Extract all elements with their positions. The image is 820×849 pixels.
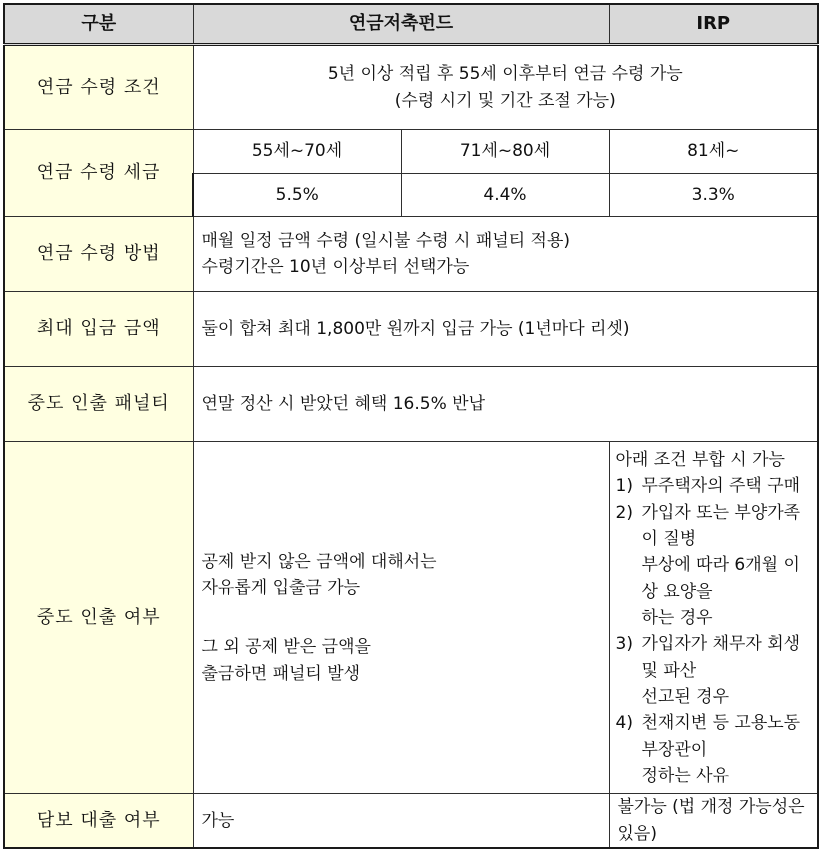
header-irp: IRP xyxy=(609,4,818,45)
row-max-deposit xyxy=(4,292,818,367)
pension-condition-line1: 5년 이상 적립 후 55세 이후부터 연금 수령 가능 xyxy=(327,64,683,85)
row-pension-method xyxy=(4,217,818,292)
row-withdraw-penalty xyxy=(4,367,818,442)
irp-conditions-list xyxy=(616,473,812,789)
list-item-number: 3) xyxy=(615,634,633,655)
cell-pension-condition xyxy=(193,45,818,130)
list-item-number: 4) xyxy=(615,713,633,734)
cell-withdraw-penalty: 연말 정산 시 받았던 혜택 16.5% 반납 xyxy=(193,367,818,442)
withdraw-fund-line3: 그 외 공제 받은 금액을 xyxy=(201,637,371,658)
list-item-text: 가입자 또는 부양가족이 질병 xyxy=(641,502,801,550)
label-pension-tax: 연금 수령 세금 xyxy=(4,130,193,217)
list-item-text: 선고된 경우 xyxy=(641,687,730,708)
tax-age-range-2: 71세~80세 xyxy=(401,130,609,174)
label-max-deposit: 최대 입금 금액 xyxy=(4,292,193,367)
header-row xyxy=(4,4,818,45)
list-item-text: 가입자가 채무자 회생 및 파산 xyxy=(641,634,801,681)
pension-condition-line2: (수령 시기 및 기간 조절 가능) xyxy=(394,90,616,111)
tax-rate-2: 4.4% xyxy=(401,174,609,217)
list-item-text: 천재지변 등 고용노동부장관이 xyxy=(641,713,801,760)
cell-max-deposit: 둘이 합쳐 최대 1,800만 원까지 입금 가능 (1년마다 리셋) xyxy=(193,292,818,367)
withdraw-fund-line2: 자유롭게 입출금 가능 xyxy=(201,577,361,598)
cell-collateral-fund: 가능 xyxy=(193,794,609,848)
row-pension-tax-ages xyxy=(4,130,818,174)
pension-method-line1: 매월 일정 금액 수령 (일시불 수령 시 패널티 적용) xyxy=(201,230,571,251)
withdraw-fund-line4: 출금하면 패널티 발생 xyxy=(201,663,361,684)
cell-withdraw-fund xyxy=(193,442,609,794)
label-withdraw-allowed: 중도 인출 여부 xyxy=(4,442,193,794)
row-withdraw-allowed xyxy=(4,442,818,794)
list-item-text: 부상에 따라 6개월 이상 요양을 xyxy=(641,555,800,602)
cell-withdraw-irp xyxy=(609,442,818,794)
pension-method-line2: 수령기간은 10년 이상부터 선택가능 xyxy=(201,257,470,277)
list-item-number: 2) xyxy=(615,502,633,523)
label-collateral-loan: 담보 대출 여부 xyxy=(4,794,193,848)
tax-rate-3: 3.3% xyxy=(609,174,818,217)
withdraw-fund-line1: 공제 받지 않은 금액에 대해서는 xyxy=(201,551,437,572)
list-item xyxy=(616,473,812,499)
list-item-text: 정하는 사유 xyxy=(641,766,730,787)
tax-rate-1: 5.5% xyxy=(193,174,401,217)
list-item xyxy=(616,631,812,710)
label-pension-method: 연금 수령 방법 xyxy=(4,217,193,292)
pension-comparison-table xyxy=(3,3,819,849)
tax-age-range-3: 81세~ xyxy=(609,130,818,174)
list-item-text: 하는 경우 xyxy=(641,608,713,629)
list-item xyxy=(616,710,812,789)
label-withdraw-penalty: 중도 인출 패널티 xyxy=(4,367,193,442)
list-item xyxy=(616,500,812,632)
label-pension-condition: 연금 수령 조건 xyxy=(4,45,193,130)
tax-age-range-1: 55세~70세 xyxy=(193,130,401,174)
header-category: 구분 xyxy=(4,4,193,45)
row-collateral-loan xyxy=(4,794,818,848)
list-item-text: 무주택자의 주택 구매 xyxy=(641,476,801,497)
cell-pension-method xyxy=(193,217,818,292)
row-pension-condition xyxy=(4,45,818,130)
cell-collateral-irp: 불가능 (법 개정 가능성은 있음) xyxy=(609,794,818,848)
irp-conditions-intro: 아래 조건 부합 시 가능 xyxy=(615,450,785,470)
list-item-number: 1) xyxy=(615,476,633,497)
header-pension-savings-fund: 연금저축펀드 xyxy=(193,4,609,45)
